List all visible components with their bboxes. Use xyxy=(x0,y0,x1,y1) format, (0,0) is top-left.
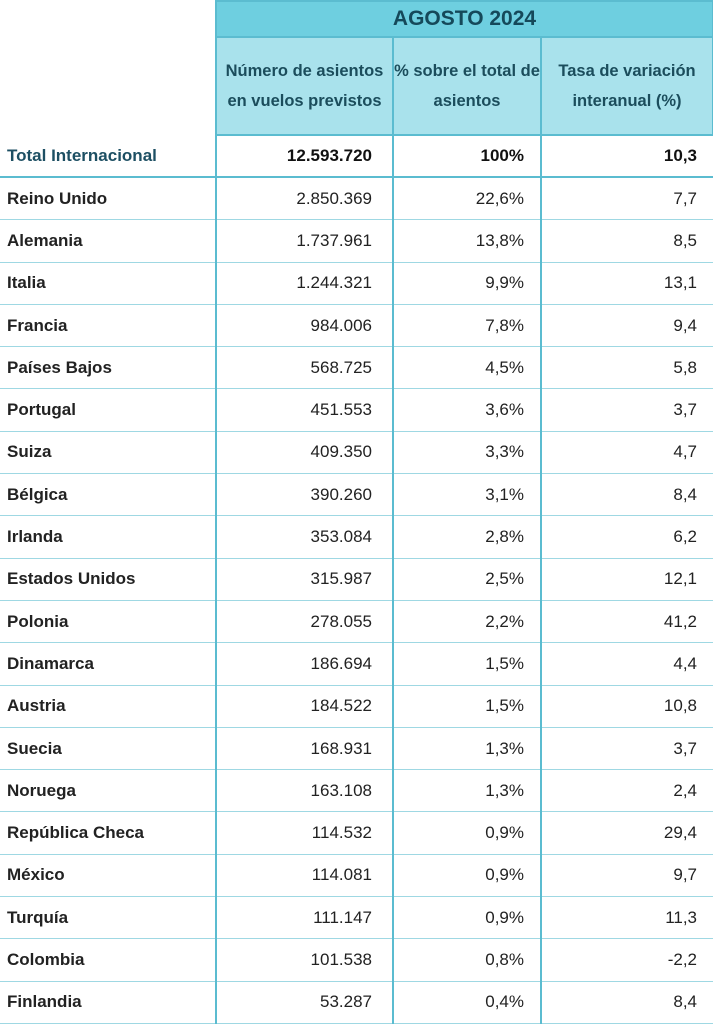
country-cell: Suiza xyxy=(0,431,216,473)
share-cell: 2,5% xyxy=(393,558,541,600)
table-row xyxy=(0,812,713,854)
rate-cell: 29,4 xyxy=(541,812,713,854)
share-cell: 1,5% xyxy=(393,643,541,685)
rate-cell: 2,4 xyxy=(541,770,713,812)
seats-cell: 53.287 xyxy=(216,981,393,1023)
table-row xyxy=(0,939,713,981)
rate-cell: 8,5 xyxy=(541,220,713,262)
share-cell: 3,1% xyxy=(393,474,541,516)
country-cell: Reino Unido xyxy=(0,177,216,220)
country-cell: República Checa xyxy=(0,812,216,854)
table-row xyxy=(0,389,713,431)
rate-cell: 12,1 xyxy=(541,558,713,600)
share-cell: 3,3% xyxy=(393,431,541,473)
total-seats: 12.593.720 xyxy=(216,135,393,177)
share-cell: 1,3% xyxy=(393,770,541,812)
country-cell: Colombia xyxy=(0,939,216,981)
share-cell: 4,5% xyxy=(393,347,541,389)
share-cell: 0,9% xyxy=(393,812,541,854)
table-row xyxy=(0,770,713,812)
country-cell: Bélgica xyxy=(0,474,216,516)
seats-cell: 278.055 xyxy=(216,600,393,642)
total-share: 100% xyxy=(393,135,541,177)
total-row xyxy=(0,135,713,177)
seats-cell: 168.931 xyxy=(216,727,393,769)
total-rate: 10,3 xyxy=(541,135,713,177)
rate-cell: 41,2 xyxy=(541,600,713,642)
seats-cell: 409.350 xyxy=(216,431,393,473)
col-header-rate: Tasa de variación interanual (%) xyxy=(541,37,713,135)
share-cell: 13,8% xyxy=(393,220,541,262)
country-cell: Noruega xyxy=(0,770,216,812)
col-header-seats: Número de asientos en vuelos previstos xyxy=(216,37,393,135)
share-cell: 1,5% xyxy=(393,685,541,727)
rate-cell: 4,7 xyxy=(541,431,713,473)
rate-cell: 8,4 xyxy=(541,474,713,516)
rate-cell: 11,3 xyxy=(541,897,713,939)
table-row xyxy=(0,516,713,558)
share-cell: 2,2% xyxy=(393,600,541,642)
rate-cell: 3,7 xyxy=(541,389,713,431)
rate-cell: 10,8 xyxy=(541,685,713,727)
seats-cell: 1.737.961 xyxy=(216,220,393,262)
country-cell: Finlandia xyxy=(0,981,216,1023)
share-cell: 1,3% xyxy=(393,727,541,769)
share-cell: 22,6% xyxy=(393,177,541,220)
corner-blank-2 xyxy=(0,37,216,135)
seats-cell: 111.147 xyxy=(216,897,393,939)
share-cell: 0,9% xyxy=(393,854,541,896)
table-row xyxy=(0,220,713,262)
rate-cell: 7,7 xyxy=(541,177,713,220)
rate-cell: -2,2 xyxy=(541,939,713,981)
country-cell: Francia xyxy=(0,304,216,346)
seats-cell: 1.244.321 xyxy=(216,262,393,304)
table-row xyxy=(0,431,713,473)
share-cell: 0,8% xyxy=(393,939,541,981)
rate-cell: 9,4 xyxy=(541,304,713,346)
country-cell: Turquía xyxy=(0,897,216,939)
seats-cell: 353.084 xyxy=(216,516,393,558)
table-row xyxy=(0,727,713,769)
share-cell: 9,9% xyxy=(393,262,541,304)
share-cell: 7,8% xyxy=(393,304,541,346)
share-cell: 0,9% xyxy=(393,897,541,939)
seats-cell: 451.553 xyxy=(216,389,393,431)
country-cell: México xyxy=(0,854,216,896)
total-label: Total Internacional xyxy=(0,135,216,177)
table-row xyxy=(0,685,713,727)
country-cell: Alemania xyxy=(0,220,216,262)
seats-cell: 984.006 xyxy=(216,304,393,346)
seats-cell: 114.081 xyxy=(216,854,393,896)
table-row xyxy=(0,347,713,389)
table-row xyxy=(0,600,713,642)
table-row xyxy=(0,643,713,685)
table-row xyxy=(0,177,713,220)
col-header-share: % sobre el total de asientos xyxy=(393,37,541,135)
table-row xyxy=(0,981,713,1023)
country-cell: Irlanda xyxy=(0,516,216,558)
country-cell: Estados Unidos xyxy=(0,558,216,600)
table-row xyxy=(0,854,713,896)
table-row xyxy=(0,558,713,600)
rate-cell: 4,4 xyxy=(541,643,713,685)
rate-cell: 9,7 xyxy=(541,854,713,896)
table-row xyxy=(0,304,713,346)
country-cell: Italia xyxy=(0,262,216,304)
seats-cell: 163.108 xyxy=(216,770,393,812)
seats-cell: 184.522 xyxy=(216,685,393,727)
share-cell: 3,6% xyxy=(393,389,541,431)
seats-cell: 186.694 xyxy=(216,643,393,685)
country-cell: Portugal xyxy=(0,389,216,431)
share-cell: 2,8% xyxy=(393,516,541,558)
rate-cell: 8,4 xyxy=(541,981,713,1023)
seats-cell: 315.987 xyxy=(216,558,393,600)
rate-cell: 3,7 xyxy=(541,727,713,769)
table-row xyxy=(0,474,713,516)
seats-cell: 114.532 xyxy=(216,812,393,854)
country-cell: Suecia xyxy=(0,727,216,769)
table-row xyxy=(0,897,713,939)
country-cell: Polonia xyxy=(0,600,216,642)
share-cell: 0,4% xyxy=(393,981,541,1023)
country-cell: Austria xyxy=(0,685,216,727)
seats-cell: 568.725 xyxy=(216,347,393,389)
seats-cell: 2.850.369 xyxy=(216,177,393,220)
corner-blank xyxy=(0,1,216,37)
country-cell: Dinamarca xyxy=(0,643,216,685)
rate-cell: 5,8 xyxy=(541,347,713,389)
rate-cell: 13,1 xyxy=(541,262,713,304)
seats-cell: 390.260 xyxy=(216,474,393,516)
country-cell: Países Bajos xyxy=(0,347,216,389)
seats-cell: 101.538 xyxy=(216,939,393,981)
period-header: AGOSTO 2024 xyxy=(216,1,713,37)
table-row xyxy=(0,262,713,304)
rate-cell: 6,2 xyxy=(541,516,713,558)
